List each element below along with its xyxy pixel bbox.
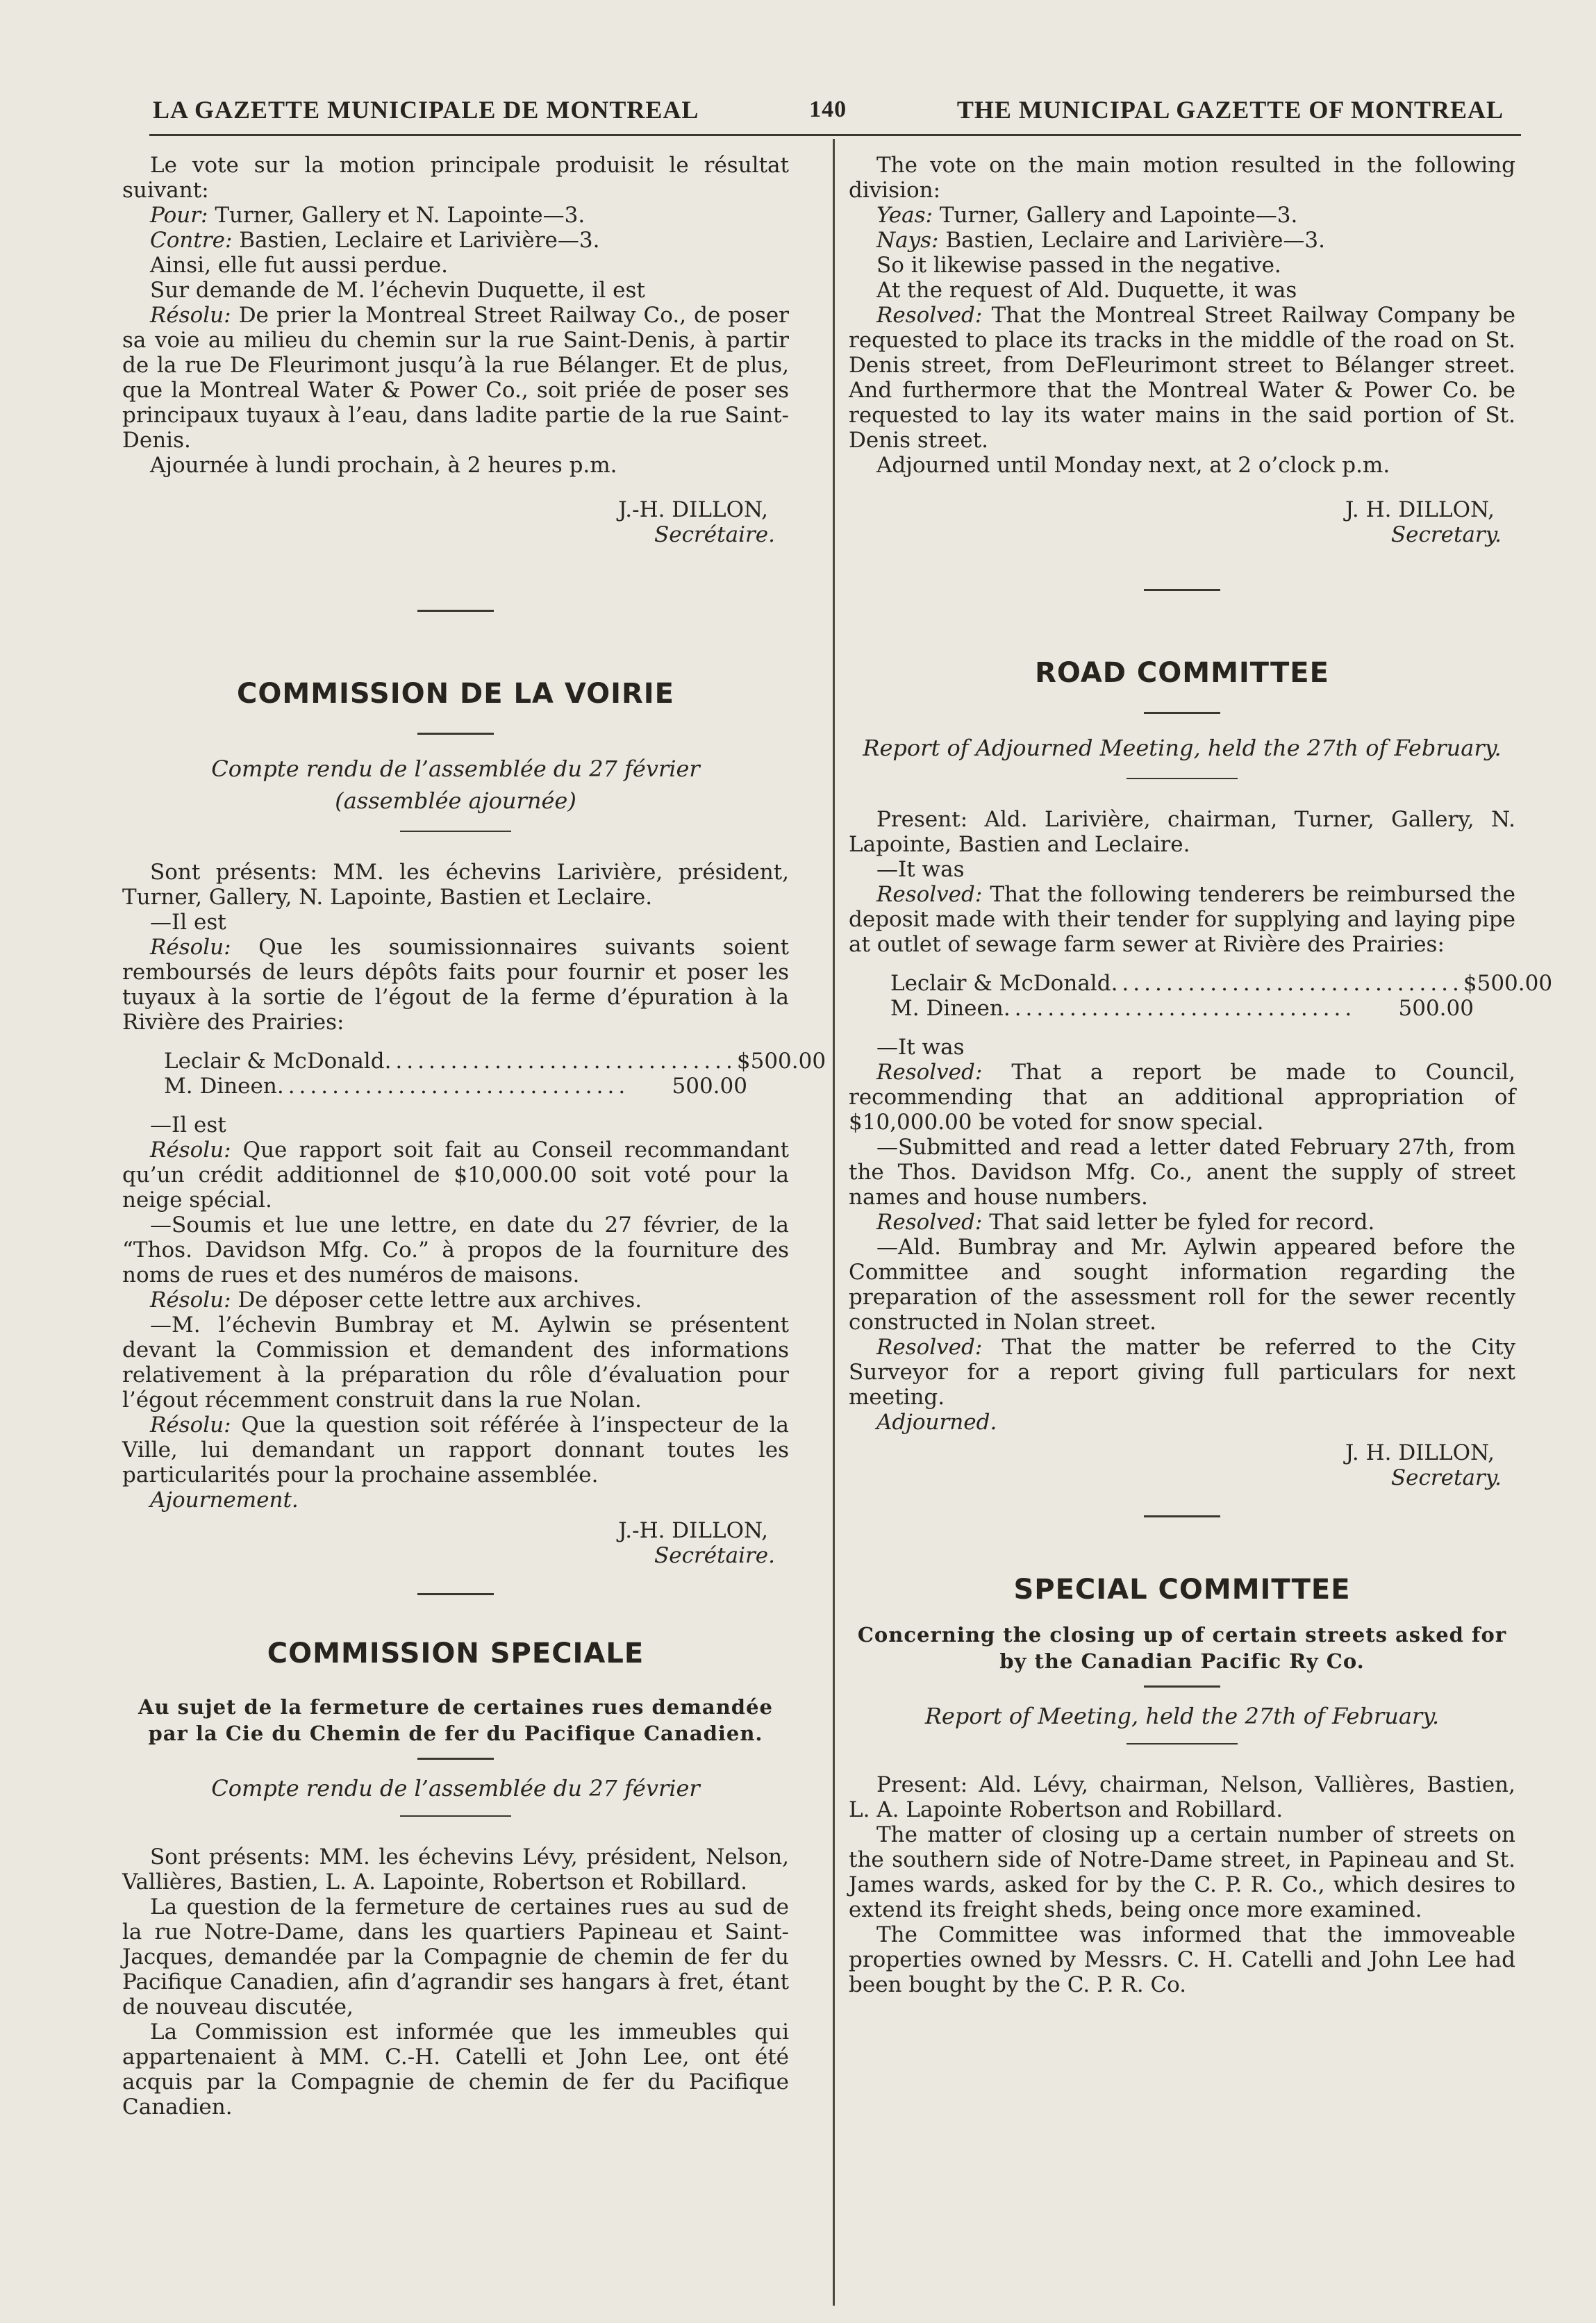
- vote-intro: Le vote sur la motion principale produisit le résultat suivant:: [122, 153, 789, 203]
- tender-row: Leclair & McDonald ................................ $500.00: [164, 1049, 826, 1074]
- attendance: Sont présents: MM. les échevins Larivière, président, Turner, Gallery, N. Lapointe, Bastien et Leclaire.: [122, 860, 789, 910]
- vote-nays: Nays: Bastien, Leclaire and Larivière—3.: [876, 228, 1325, 253]
- tender-row: M. Dineen ................................ 500.00: [890, 996, 1474, 1021]
- il-est: —Il est: [150, 910, 226, 935]
- adjournment-note: Ajournée à lundi prochain, à 2 heures p.m.: [150, 453, 617, 478]
- section-title-special: SPECIAL COMMITTEE: [1013, 1574, 1351, 1606]
- signature-name: J. H. DILLON,: [1345, 1440, 1495, 1465]
- duquette-request: Sur demande de M. l’échevin Duquette, il est: [150, 278, 645, 303]
- attendance: Sont présents: MM. les échevins Lévy, président, Nelson, Vallières, Bastien, L. A. Lapointe, Robertson et Robillard.: [122, 1845, 789, 1895]
- section-title-speciale: COMMISSION SPECIALE: [267, 1638, 645, 1670]
- page-header: [153, 89, 1504, 131]
- section-title-road: ROAD COMMITTEE: [1035, 657, 1329, 689]
- tender-row: M. Dineen ................................ 500.00: [164, 1074, 747, 1099]
- signature-role: Secrétaire.: [654, 1543, 775, 1568]
- signature-name: J. H. DILLON,: [1345, 497, 1495, 522]
- section-subhead: Concerning the closing up of certain streets asked for by the Canadian Pacific Ry Co.: [857, 1623, 1507, 1673]
- signature-name: J.-H. DILLON,: [618, 497, 768, 522]
- signature-role: Secretary.: [1390, 1465, 1502, 1490]
- attendance: Present: Ald. Larivière, chairman, Turner, Gallery, N. Lapointe, Bastien and Leclaire.: [849, 807, 1515, 857]
- closing-matter: The matter of closing up a certain number of streets on the southern side of Notre-Dame street, in Papineau and St. James wards, asked for by the C. P. R. Co., which desires to extend its freight sheds, being once more examined.: [849, 1822, 1515, 1922]
- resolution-snow: Résolu: Que rapport soit fait au Conseil recommandant qu’un crédit additionnel de $10,000.00 soit voté pour la neige spécial.: [122, 1138, 789, 1213]
- column-divider: [833, 139, 835, 2306]
- adjournment-note: Adjourned until Monday next, at 2 o’clock p.m.: [876, 453, 1390, 478]
- bumbray-request: —Ald. Bumbray and Mr. Aylwin appeared before the Committee and sought information regarding the preparation of the assessment roll for the sewer recently constructed in Nolan street.: [849, 1235, 1515, 1335]
- closing-question: La question de la fermeture de certaines rues au sud de la rue Notre-Dame, dans les quartiers Papineau et Saint-Jacques, demandée par la Compagnie de chemin de fer du Pacifique Canadien, afin d’agrandir ses hangars à fret, étant de nouveau discutée,: [122, 1895, 789, 2020]
- letter-submitted: —Soumis et lue une lettre, en date du 27 février, de la “Thos. Davidson Mfg. Co.” à propos de la fourniture des noms de rues et des numéros de maisons.: [122, 1213, 789, 1288]
- report-heading: Report of Meeting, held the 27th of February.: [924, 1703, 1440, 1729]
- page-number: 140: [809, 97, 847, 122]
- vote-yeas: Yeas: Turner, Gallery and Lapointe—3.: [876, 203, 1298, 228]
- section-title-voirie: COMMISSION DE LA VOIRIE: [237, 678, 674, 710]
- header-rule: [149, 134, 1521, 136]
- letter-submitted: —Submitted and read a letter dated February 27th, from the Thos. Davidson Mfg. Co., anent the supply of street names and house numbers.: [849, 1135, 1515, 1210]
- motion-lost: So it likewise passed in the negative.: [876, 253, 1281, 278]
- tender-row: Leclair & McDonald ................................ $500.00: [890, 971, 1553, 996]
- report-heading: Report of Adjourned Meeting, held the 27th of February.: [863, 735, 1502, 761]
- french-column: [122, 153, 826, 2120]
- header-title-english: THE MUNICIPAL GAZETTE OF MONTREAL: [956, 96, 1504, 124]
- signature-role: Secrétaire.: [654, 522, 775, 547]
- vote-intro: The vote on the main motion resulted in the following division:: [849, 153, 1515, 203]
- resolution-railway: Resolved: That the Montreal Street Railway Company be requested to place its tracks in the middle of the road on St. Denis street, from DeFleurimont street to Bélanger street. And furthermore that the Montreal Water & Power Co. be requested to lay its water mains in the said portion of St. Denis street.: [849, 303, 1515, 453]
- vote-pour: Pour: Turner, Gallery et N. Lapointe—3.: [150, 203, 585, 228]
- resolution-refund: Résolu: Que les soumissionnaires suivants soient remboursés de leurs dépôts faits pour fournir et poser les tuyaux à la sortie de l’égout de la ferme d’épuration à la Rivière des Prairies:: [122, 935, 789, 1035]
- signature-role: Secretary.: [1390, 522, 1502, 547]
- vote-contre: Contre: Bastien, Leclaire et Larivière—3.: [150, 228, 600, 253]
- signature-name: J.-H. DILLON,: [618, 1518, 768, 1543]
- motion-lost: Ainsi, elle fut aussi perdue.: [150, 253, 448, 278]
- duquette-request: At the request of Ald. Duquette, it was: [876, 278, 1297, 303]
- il-est: —Il est: [150, 1113, 226, 1138]
- it-was: —It was: [876, 857, 965, 882]
- bumbray-request: —M. l’échevin Bumbray et M. Aylwin se présentent devant la Commission et demandent des informations relativement à la préparation du rôle d’évaluation pour l’égout récemment construit dans la rue Nolan.: [122, 1313, 789, 1413]
- properties-informed: La Commission est informée que les immeubles qui appartenaient à MM. C.-H. Catelli et John Lee, ont été acquis par la Compagnie de chemin de fer du Pacifique Canadien.: [122, 2020, 789, 2120]
- properties-informed: The Committee was informed that the immoveable properties owned by Messrs. C. H. Catelli and John Lee had been bought by the C. P. R. Co.: [849, 1922, 1515, 1997]
- report-heading: Compte rendu de l’assemblée du 27 février (assemblée ajournée): [211, 756, 700, 814]
- resolution-snow: Resolved: That a report be made to Council, recommending that an additional appropriation of $10,000.00 be voted for snow special.: [849, 1060, 1516, 1135]
- adjournment-label: Ajournement.: [150, 1488, 299, 1513]
- resolution-refund: Resolved: That the following tenderers be reimbursed the deposit made with their tender for supplying and laying pipe at outlet of sewage farm sewer at Rivière des Prairies:: [849, 882, 1515, 957]
- report-heading: Compte rendu de l’assemblée du 27 février: [211, 1775, 700, 1801]
- resolution-inspector: Résolu: Que la question soit référée à l’inspecteur de la Ville, lui demandant un rapport donnant toutes les particularités pour la prochaine assemblée.: [122, 1413, 789, 1488]
- english-column: [849, 153, 1553, 1997]
- resolution-archive: Résolu: De déposer cette lettre aux archives.: [150, 1288, 642, 1313]
- adjournment-label: Adjourned.: [876, 1410, 997, 1435]
- resolution-archive: Resolved: That said letter be fyled for record.: [876, 1210, 1375, 1235]
- attendance: Present: Ald. Lévy, chairman, Nelson, Vallières, Bastien, L. A. Lapointe Robertson and Robillard.: [849, 1772, 1515, 1822]
- resolution-surveyor: Resolved: That the matter be referred to the City Surveyor for a report giving full particulars for next meeting.: [849, 1335, 1515, 1410]
- it-was: —It was: [876, 1035, 965, 1060]
- header-title-french: LA GAZETTE MUNICIPALE DE MONTREAL: [153, 96, 699, 124]
- section-subhead: Au sujet de la fermeture de certaines rues demandée par la Cie du Chemin de fer du Pacifique Canadien.: [138, 1695, 773, 1745]
- resolution-railway: Résolu: De prier la Montreal Street Railway Co., de poser sa voie au milieu du chemin sur la rue Saint-Denis, à partir de la rue De Fleurimont jusqu’à la rue Bélanger. Et de plus, que la Montreal Water & Power Co., soit priée de poser ses principaux tuyaux à l’eau, dans ladite partie de la rue Saint-Denis.: [122, 303, 789, 453]
